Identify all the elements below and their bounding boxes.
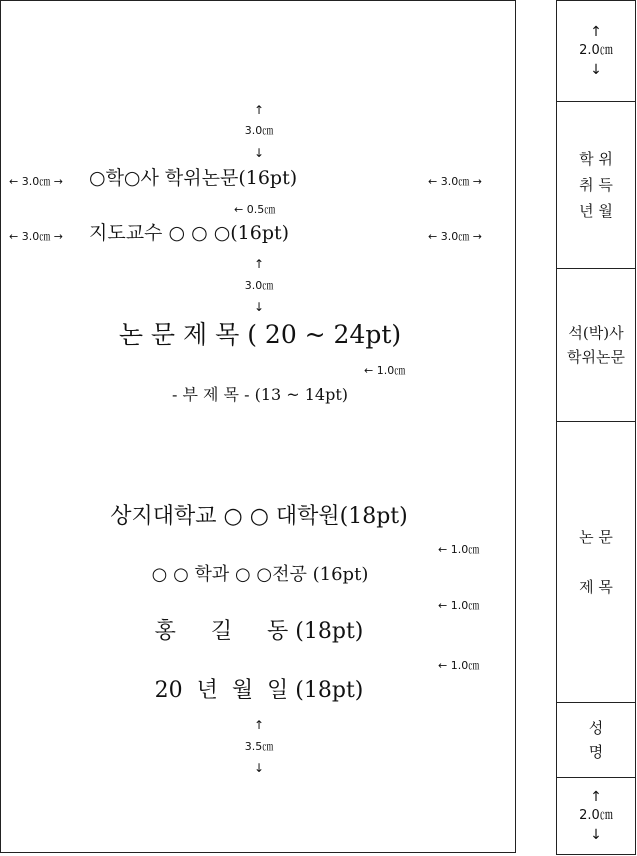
line-gap-label: ← 0.5㎝ [234, 203, 276, 216]
right-margin-label-2: ← 3.0㎝ → [428, 230, 482, 243]
subtitle-gap-label: ← 1.0㎝ [364, 364, 406, 377]
spine-bottom-label: 2.0㎝ [579, 808, 613, 823]
author-name: 홍 길 동 (18pt) [154, 619, 364, 644]
spine-title-line2: 제 목 [579, 578, 613, 596]
spine-name-line2: 명 [588, 743, 604, 761]
bottom-margin-label: 3.5㎝ [244, 740, 274, 753]
top-margin-down-arrow: ↓ [253, 146, 265, 160]
spine-year-line3: 년 월 [579, 202, 613, 220]
spine-degree-line1: 석(박)사 [568, 324, 624, 342]
spine-top-down-arrow: ↓ [590, 62, 602, 78]
spine-name-line1: 성 [588, 719, 604, 737]
spine-bottom-margin [557, 778, 635, 854]
thesis-subtitle: - 부 제 목 - (13 ~ 14pt) [171, 385, 349, 404]
mid-margin-down-arrow: ↓ [253, 300, 265, 314]
spine-title-line1: 논 문 [579, 528, 613, 546]
spine-year-line1: 학 위 [579, 150, 613, 168]
spine-degree-line2: 학위논문 [567, 348, 625, 366]
left-margin-label-1: ← 3.0㎝ → [9, 175, 63, 188]
footer-gap-label-b: ← 1.0㎝ [438, 599, 480, 612]
spine-bottom-down-arrow: ↓ [590, 827, 602, 843]
left-margin-label-2: ← 3.0㎝ → [9, 230, 63, 243]
submission-date: 20 년 월 일 (18pt) [154, 678, 364, 703]
top-margin-up-arrow: ↑ [253, 103, 265, 117]
spine-degree-type [557, 269, 635, 422]
top-margin-label: 3.0㎝ [244, 124, 274, 137]
degree-line: ○학○사 학위논문(16pt) [89, 167, 298, 189]
bottom-margin-down-arrow: ↓ [253, 761, 265, 775]
footer-gap-label-a: ← 1.0㎝ [438, 543, 480, 556]
spine-degree-year [557, 102, 635, 269]
spine-bottom-up-arrow: ↑ [590, 789, 602, 805]
spine-top-up-arrow: ↑ [590, 24, 602, 40]
school-name: 상지대학교 ○ ○ 대학원(18pt) [110, 504, 408, 529]
spine-top-label: 2.0㎝ [579, 43, 613, 58]
mid-margin-up-arrow: ↑ [253, 257, 265, 271]
thesis-title: 논 문 제 목 ( 20 ~ 24pt) [118, 320, 402, 349]
spine-thesis-title [557, 422, 635, 703]
footer-gap-label-c: ← 1.0㎝ [438, 659, 480, 672]
spine-year-line2: 취 득 [579, 176, 613, 194]
spine-author-name [557, 703, 635, 778]
advisor-line: 지도교수 ○ ○ ○(16pt) [89, 222, 290, 244]
thesis-spine [556, 0, 636, 855]
spine-top-margin [557, 1, 635, 102]
bottom-margin-up-arrow: ↑ [253, 718, 265, 732]
mid-margin-label: 3.0㎝ [244, 279, 274, 292]
right-margin-label-1: ← 3.0㎝ → [428, 175, 482, 188]
department-major: ○ ○ 학과 ○ ○전공 (16pt) [151, 564, 369, 585]
